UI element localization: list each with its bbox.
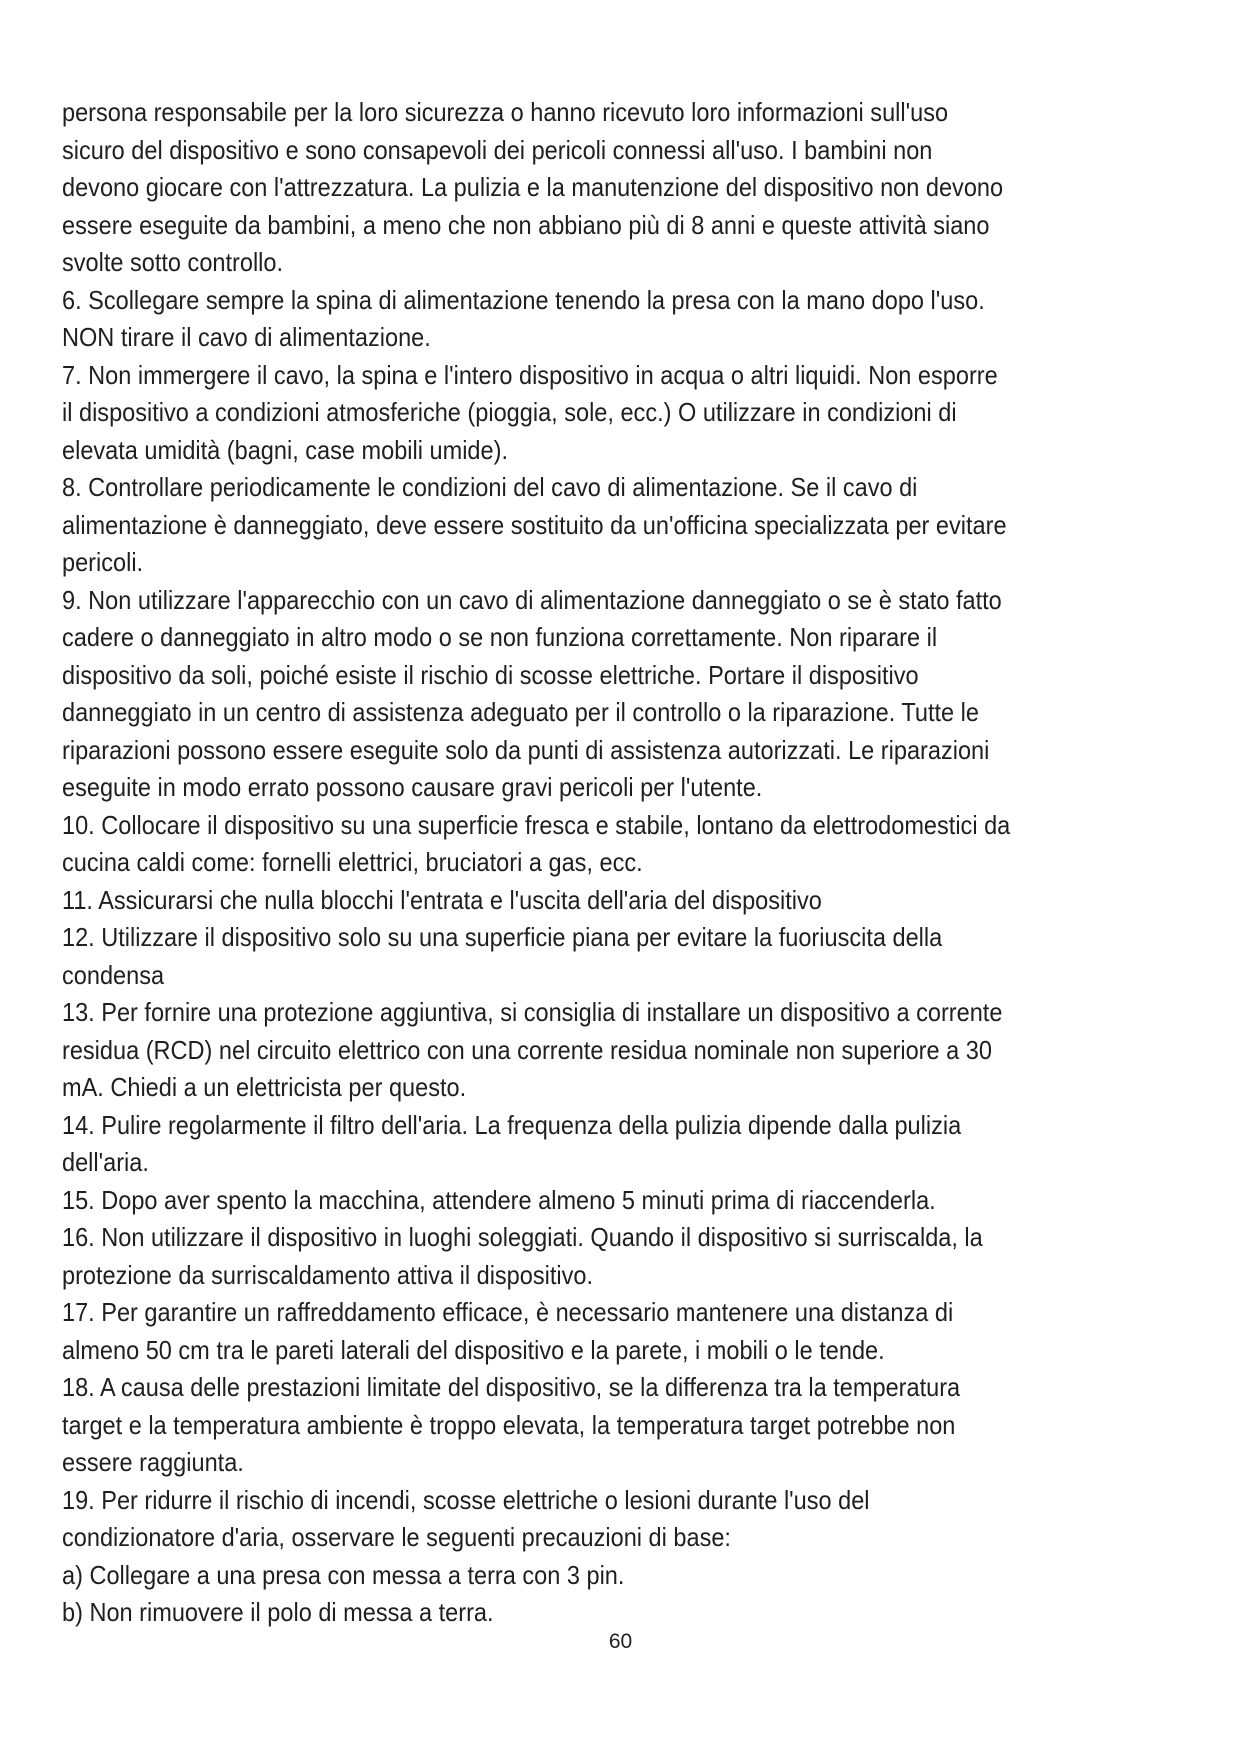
text-line: 19. Per ridurre il rischio di incendi, scosse elettriche o lesioni durante l'uso del bbox=[62, 1484, 870, 1515]
text-line: mA. Chiedi a un elettricista per questo. bbox=[62, 1072, 467, 1102]
text-line: persona responsabile per la loro sicurezza o hanno ricevuto loro informazioni sull'uso bbox=[62, 97, 949, 127]
text-line: svolte sotto controllo. bbox=[62, 247, 284, 277]
text-line: il dispositivo a condizioni atmosferiche (pioggia, sole, ecc.) O utilizzare in condizioni di bbox=[62, 397, 957, 427]
text-line: sicuro del dispositivo e sono consapevoli dei pericoli connessi all'uso. I bambini non bbox=[62, 134, 933, 165]
text-line: residua (RCD) nel circuito elettrico con una corrente residua nominale non superiore a 30 bbox=[62, 1034, 992, 1065]
text-line: pericoli. bbox=[62, 547, 144, 577]
text-line: 12. Utilizzare il dispositivo solo su una superficie piana per evitare la fuoriuscita della bbox=[62, 922, 943, 952]
text-line: devono giocare con l'attrezzatura. La pulizia e la manutenzione del dispositivo non devono bbox=[62, 172, 1004, 202]
text-line: riparazioni possono essere eseguite solo da punti di assistenza autorizzati. Le riparazioni bbox=[62, 734, 990, 765]
page-number: 60 bbox=[608, 1630, 633, 1653]
text-line: protezione da surriscaldamento attiva il dispositivo. bbox=[62, 1259, 594, 1290]
text-line: a) Collegare a una presa con messa a terra con 3 pin. bbox=[62, 1559, 625, 1590]
text-line: 7. Non immergere il cavo, la spina e l'intero dispositivo in acqua o altri liquidi. Non esporre bbox=[62, 359, 998, 390]
text-line: 9. Non utilizzare l'apparecchio con un cavo di alimentazione danneggiato o se è stato fatto bbox=[62, 584, 1002, 615]
text-line: condizionatore d'aria, osservare le seguenti precauzioni di base: bbox=[62, 1522, 731, 1552]
text-line: essere eseguite da bambini, a meno che non abbiano più di 8 anni e queste attività siano bbox=[62, 209, 990, 240]
text-line: 15. Dopo aver spento la macchina, attendere almeno 5 minuti prima di riaccenderla. bbox=[62, 1184, 936, 1215]
text-line: elevata umidità (bagni, case mobili umide). bbox=[62, 434, 508, 465]
text-line: 8. Controllare periodicamente le condizioni del cavo di alimentazione. Se il cavo di bbox=[62, 472, 918, 502]
text-line: 10. Collocare il dispositivo su una superficie fresca e stabile, lontano da elettrodomestici da bbox=[62, 809, 1011, 840]
text-line: 16. Non utilizzare il dispositivo in luoghi soleggiati. Quando il dispositivo si surriscalda, la bbox=[62, 1222, 983, 1252]
text-line: 18. A causa delle prestazioni limitate del dispositivo, se la differenza tra la temperatura bbox=[62, 1372, 961, 1402]
text-line: 14. Pulire regolarmente il filtro dell'aria. La frequenza della pulizia dipende dalla pulizia bbox=[62, 1109, 962, 1140]
body-text bbox=[62, 94, 1193, 1632]
text-line: target e la temperatura ambiente è troppo elevata, la temperatura target potrebbe non bbox=[62, 1409, 956, 1440]
text-line: alimentazione è danneggiato, deve essere sostituito da un'officina specializzata per evitare bbox=[62, 509, 1007, 540]
text-line: 11. Assicurarsi che nulla blocchi l'entrata e l'uscita dell'aria del dispositivo bbox=[62, 884, 822, 915]
text-line: condensa bbox=[62, 959, 165, 990]
text-line: NON tirare il cavo di alimentazione. bbox=[62, 322, 431, 352]
text-line: cucina caldi come: fornelli elettrici, bruciatori a gas, ecc. bbox=[62, 847, 643, 877]
text-line: dispositivo da soli, poiché esiste il rischio di scosse elettriche. Portare il dispositivo bbox=[62, 659, 919, 690]
text-line: 6. Scollegare sempre la spina di alimentazione tenendo la presa con la mano dopo l'uso. bbox=[62, 284, 985, 315]
text-line: eseguite in modo errato possono causare gravi pericoli per l'utente. bbox=[62, 772, 763, 802]
text-line: cadere o danneggiato in altro modo o se non funziona correttamente. Non riparare il bbox=[62, 622, 938, 652]
text-line: essere raggiunta. bbox=[62, 1447, 244, 1477]
text-line: danneggiato in un centro di assistenza adeguato per il controllo o la riparazione. Tutte le bbox=[62, 697, 979, 727]
text-line: 13. Per fornire una protezione aggiuntiva, si consiglia di installare un dispositivo a corrente bbox=[62, 997, 1003, 1027]
text-line: 17. Per garantire un raffreddamento efficace, è necessario mantenere una distanza di bbox=[62, 1297, 954, 1327]
text-line: b) Non rimuovere il polo di messa a terra. bbox=[62, 1597, 494, 1627]
text-line: dell'aria. bbox=[62, 1147, 149, 1177]
text-line: almeno 50 cm tra le pareti laterali del dispositivo e la parete, i mobili o le tende. bbox=[62, 1334, 885, 1365]
